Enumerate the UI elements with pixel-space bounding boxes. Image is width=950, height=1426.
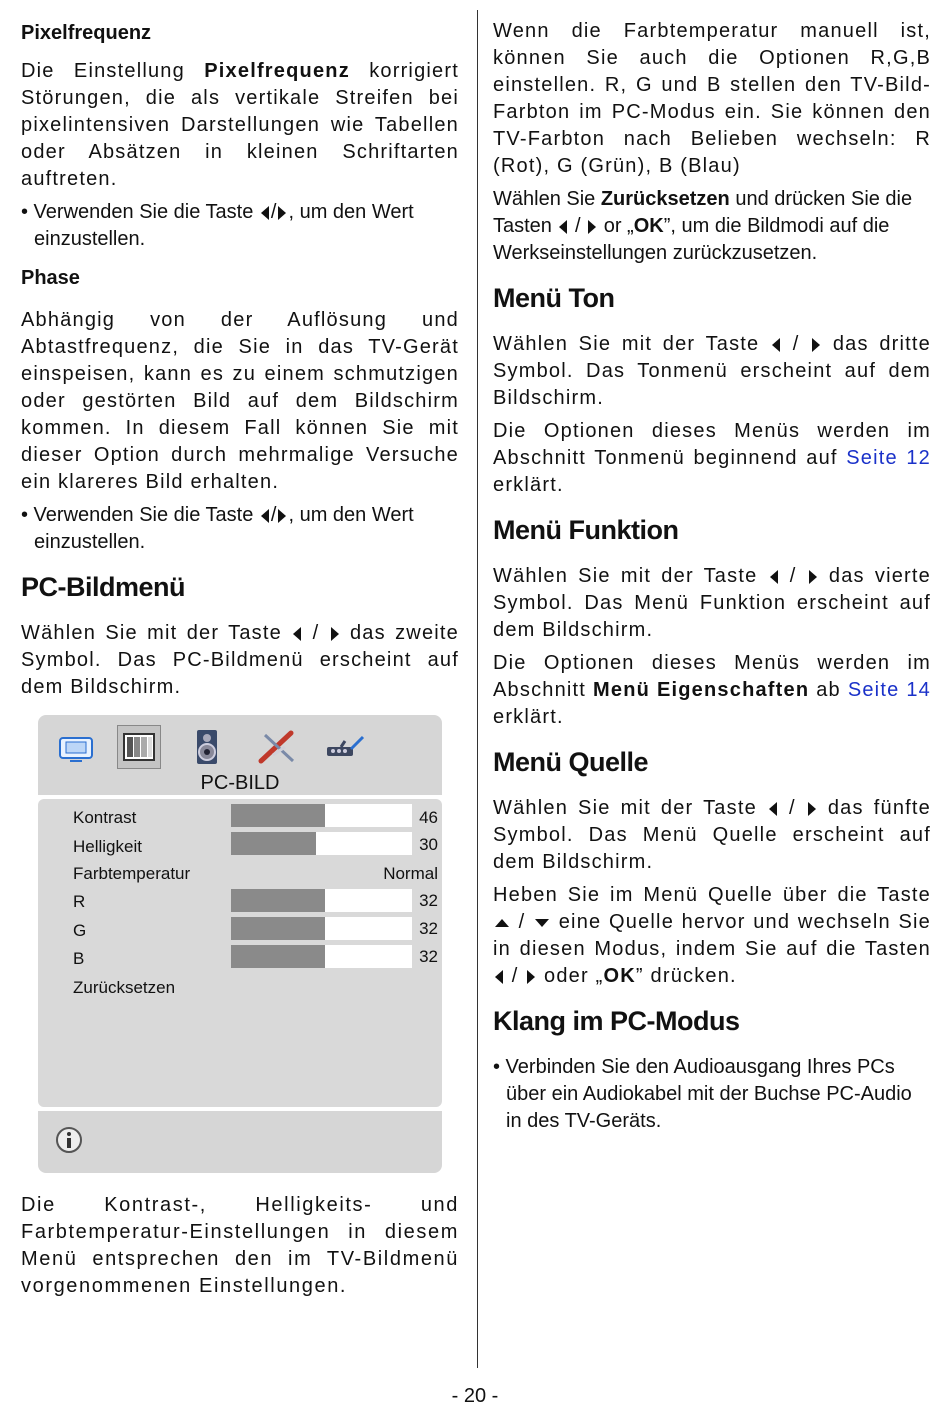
text-run: / xyxy=(270,201,277,223)
page-link[interactable]: Seite 12 xyxy=(846,447,931,469)
text-run: das zweite Symbol. Das PC-Bildmenü erscheint auf dem Bildschirm. xyxy=(21,622,459,698)
menu-title: PC-BILD xyxy=(200,772,280,794)
arrow-left-icon xyxy=(495,970,503,984)
slider-fill xyxy=(231,832,316,855)
arrow-right-icon xyxy=(809,570,817,584)
text-run: / xyxy=(270,504,277,526)
bold-term: Pixelfrequenz xyxy=(204,60,350,82)
text-run: ”, um die Bildmodi auf die Werkseinstellungen zurückzusetzen. xyxy=(493,215,890,264)
r-slider[interactable] xyxy=(231,889,412,912)
text-run: ” drücken. xyxy=(635,965,737,987)
text-run: Wählen Sie xyxy=(493,188,601,210)
arrow-right-icon xyxy=(588,220,596,234)
menu-label-g[interactable]: G xyxy=(73,921,87,940)
text-run: , um den Wert einzustellen. xyxy=(34,201,414,250)
text-run: • Verwenden Sie die Taste xyxy=(21,504,259,526)
quelle-paragraph-1 xyxy=(493,795,931,876)
menu-ton-heading: Menü Ton xyxy=(493,283,615,313)
caption-paragraph: Die Kontrast-, Helligkeits- und Farbtemperatur-Einstellungen in diesem Menü entsprechen den im TV-Bildmenü vorgenommenen Einstellungen. xyxy=(21,1194,459,1297)
picture-icon[interactable] xyxy=(117,725,161,769)
menu-label-helligkeit[interactable]: Helligkeit xyxy=(73,837,142,856)
phase-paragraph: Abhängig von der Auflösung und Abtastfrequenz, die Sie in das TV-Gerät einspeisen, kann es zu einem schmutzigen oder gestörten Bild auf dem Bildschirm kommen. In diesem Fall können Sie mit dieser Option durch mehrmalige Versuche ein klareres Bild erhalten. xyxy=(21,309,459,493)
bold-term: OK xyxy=(603,965,636,987)
column-divider xyxy=(477,10,478,1368)
text-run: / xyxy=(782,333,811,355)
text-run: / xyxy=(505,965,526,987)
source-icon[interactable] xyxy=(323,727,363,767)
text-run: / xyxy=(569,215,587,237)
menu-footer xyxy=(38,1111,442,1173)
speaker-icon[interactable] xyxy=(187,727,227,767)
text-run: oder „ xyxy=(537,965,604,987)
text-run: das fünfte Symbol. Das Menü Quelle erscheint auf dem Bildschirm. xyxy=(493,797,931,873)
arrow-right-icon xyxy=(808,802,816,816)
text-run: korrigiert Störungen, die als vertikale Streifen bei pixelintensiven Darstellungen wie Tabellen oder Absätzen in kleinen Schriftarten auftreten. xyxy=(21,60,459,190)
menu-quelle-heading: Menü Quelle xyxy=(493,747,649,777)
pc-bildmenu-paragraph xyxy=(21,620,459,701)
text-run: und drücken Sie die Tasten xyxy=(493,188,913,237)
farbtemperatur-paragraph: Wenn die Farbtemperatur manuell ist, können Sie auch die Optionen R,G,B einstellen. R, G und B stellen den TV-Bild-Farbton im PC-Modus ein. Sie können den TV-Farbton nach Belieben wechseln: R (Rot), G (Grün), B (Blau) xyxy=(493,20,931,177)
menu-icon-bar xyxy=(38,715,442,795)
menu-funktion-heading: Menü Funktion xyxy=(493,515,679,545)
pixelfrequenz-paragraph xyxy=(21,58,459,193)
g-slider[interactable] xyxy=(231,917,412,940)
text-run: , um den Wert einzustellen. xyxy=(34,504,414,553)
funktion-paragraph-1 xyxy=(493,563,931,644)
bullet-adjust-value xyxy=(21,199,459,253)
left-column xyxy=(21,18,459,707)
menu-body xyxy=(38,799,442,1107)
bold-term: Menü Eigenschaften xyxy=(593,679,810,701)
text-run: or „ xyxy=(598,215,634,237)
tools-icon[interactable] xyxy=(255,727,295,767)
slider-fill xyxy=(231,804,325,827)
menu-label-kontrast[interactable]: Kontrast xyxy=(73,808,137,827)
reset-paragraph xyxy=(493,186,931,267)
helligkeit-value: 30 xyxy=(419,835,438,854)
ton-paragraph-2 xyxy=(493,418,931,499)
pc-bildmenu-heading: PC-Bildmenü xyxy=(21,572,186,602)
menu-label-farbtemperatur[interactable]: Farbtemperatur xyxy=(73,864,191,883)
klang-heading: Klang im PC-Modus xyxy=(493,1006,740,1036)
text-run: • Verwenden Sie die Taste xyxy=(21,201,259,223)
b-value: 32 xyxy=(419,947,438,966)
ton-paragraph-1 xyxy=(493,331,931,412)
text-run: Wählen Sie mit der Taste xyxy=(493,565,768,587)
arrow-right-icon xyxy=(812,338,820,352)
text-run: das vierte Symbol. Das Menü Funktion erscheint auf dem Bildschirm. xyxy=(493,565,931,641)
info-icon[interactable] xyxy=(54,1125,84,1155)
bold-term: Zurücksetzen xyxy=(600,188,730,210)
arrow-left-icon xyxy=(261,206,269,220)
text-run: Heben Sie im Menü Quelle über die Taste xyxy=(493,884,931,906)
menu-label-b[interactable]: B xyxy=(73,949,85,968)
text-run: Die Einstellung xyxy=(21,60,205,82)
arrow-left-icon xyxy=(769,802,777,816)
menu-label-zuruecksetzen[interactable]: Zurücksetzen xyxy=(73,978,176,997)
text-run: Wählen Sie mit der Taste xyxy=(493,333,771,355)
quelle-paragraph-2 xyxy=(493,882,931,990)
g-value: 32 xyxy=(419,919,438,938)
text-run: Wählen Sie mit der Taste xyxy=(493,797,767,819)
arrow-left-icon xyxy=(772,338,780,352)
arrow-down-icon xyxy=(535,919,549,927)
helligkeit-slider[interactable] xyxy=(231,832,412,855)
slider-fill xyxy=(231,889,325,912)
text-run: Wählen Sie mit der Taste xyxy=(21,622,292,644)
text-run: / xyxy=(303,622,329,644)
right-column xyxy=(493,18,931,1141)
slider-fill xyxy=(231,917,325,940)
arrow-left-icon xyxy=(293,627,301,641)
r-value: 32 xyxy=(419,891,438,910)
arrow-left-icon xyxy=(261,509,269,523)
text-run: Die Optionen dieses Menüs werden im Abschnitt Tonmenü beginnend auf xyxy=(493,420,931,469)
text-run: / xyxy=(779,565,807,587)
kontrast-slider[interactable] xyxy=(231,804,412,827)
text-run: das dritte Symbol. Das Tonmenü erscheint auf dem Bildschirm. xyxy=(493,333,931,409)
text-run: erklärt. xyxy=(493,706,564,728)
page-number: - 20 - xyxy=(451,1385,499,1407)
arrow-right-icon xyxy=(278,206,286,220)
arrow-left-icon xyxy=(770,570,778,584)
farbtemperatur-value: Normal xyxy=(383,864,438,883)
pixelfrequenz-heading: Pixelfrequenz xyxy=(21,22,152,44)
page-link[interactable]: Seite 14 xyxy=(847,679,931,701)
arrow-right-icon xyxy=(278,509,286,523)
text-run: Die Optionen dieses Menüs werden im Abschnitt xyxy=(493,652,931,701)
bold-term: OK xyxy=(633,215,664,237)
arrow-left-icon xyxy=(559,220,567,234)
phase-heading: Phase xyxy=(21,267,80,289)
arrow-right-icon xyxy=(331,627,339,641)
b-slider[interactable] xyxy=(231,945,412,968)
text-run: / xyxy=(511,911,534,933)
text-run: ab xyxy=(809,679,848,701)
bullet-adjust-value-2 xyxy=(21,502,459,556)
menu-label-r[interactable]: R xyxy=(73,892,86,911)
menu-caption xyxy=(21,1192,459,1306)
kontrast-value: 46 xyxy=(419,808,438,827)
slider-fill xyxy=(231,945,325,968)
text-run: / xyxy=(778,797,806,819)
pc-bild-menu xyxy=(38,715,442,1173)
text-run: erklärt. xyxy=(493,474,564,496)
arrow-up-icon xyxy=(495,919,509,927)
klang-bullet: • Verbinden Sie den Audioausgang Ihres PCs über ein Audiokabel mit der Buchse PC-Audio in des TV-Geräts. xyxy=(493,1056,912,1132)
funktion-paragraph-2 xyxy=(493,650,931,731)
text-run: eine Quelle hervor und wechseln Sie in diesen Modus, indem Sie auf die Tasten xyxy=(493,911,931,960)
arrow-right-icon xyxy=(527,970,535,984)
monitor-icon[interactable] xyxy=(56,727,96,767)
